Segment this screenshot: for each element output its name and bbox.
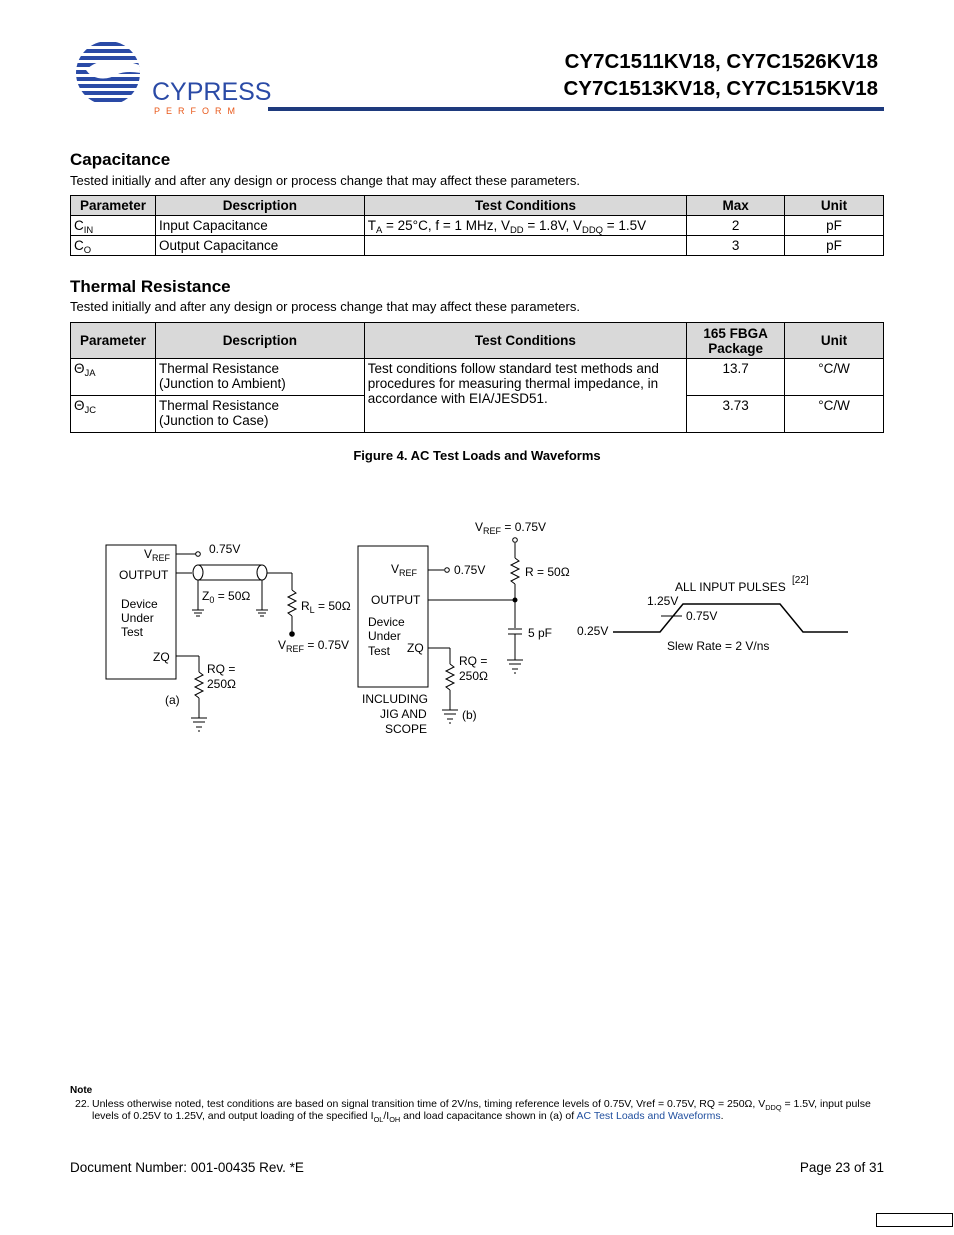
title-line-2: CY7C1513KV18, CY7C1515KV18 [563,77,878,100]
figure-caption: Figure 4. AC Test Loads and Waveforms [353,448,601,463]
col-header: Unit [785,196,884,216]
table-header-row [71,323,884,359]
b-dut-3: Test [368,644,391,658]
a-dut-1: Device [121,597,158,611]
col-header: Max [687,196,785,216]
document-number: Document Number: 001-00435 Rev. *E [70,1160,304,1175]
a-dut-3: Test [121,625,144,639]
note-number: 22. [75,1098,90,1110]
a-label: (a) [165,693,180,707]
svg-text:PERFORM: PERFORM [154,106,241,116]
table-header-row [71,196,884,216]
ac-test-loads-diagram [0,500,954,750]
a-rl: $R_L = 50\Omega$ [301,599,351,615]
b-rq-1: RQ = [459,654,488,668]
desc-cell: Output Capacitance [155,236,364,256]
cond-cell [364,236,687,256]
document-title [563,48,878,102]
param-cell: $C_O$ [71,236,156,256]
b-output-label: OUTPUT [371,593,421,607]
col-header: Description [155,196,364,216]
wave-note-ref: [22] [792,575,809,586]
b-vref-value: $V_{REF} = 0.75V$ [475,520,547,536]
a-z0: $Z_0 = 50\Omega$ [202,589,251,605]
table-row [71,236,884,256]
b-rq-2: 250Ω [459,669,488,683]
a-rq-2: 250Ω [207,677,236,691]
a-vref-value: $V_{REF} = 0.75V$ [278,638,350,654]
col-header: Description [155,323,364,359]
cypress-logo [68,40,272,120]
note-heading: Note [70,1085,93,1096]
param-cell: $\Theta_{JC}$ [71,396,156,433]
note-text: Unless otherwise noted, test conditions are based on signal transition time of 2V/ns, timing reference levels of 0.75V, Vref = 0.75V, RQ = 250Ω, $V_{DDQ} = 1.5V$, input pulse levels of 0.25V to 1.25V, and output loading of the specified $I_{OL}/I_{OH}$ and load capacitance shown in (a) of AC Test Loads and Waveforms. [92,1098,871,1124]
b-vref-label: $V_{REF}$ [391,562,418,578]
unit-cell: pF [785,216,884,236]
b-label: (b) [462,708,477,722]
a-dut-2: Under [121,611,154,625]
a-zq: ZQ [153,650,170,664]
capacitance-title: Capacitance [70,150,171,169]
a-output-label: OUTPUT [119,568,169,582]
page-number: Page 23 of 31 [799,1160,884,1175]
unit-cell: pF [785,236,884,256]
thermal-subtitle: Tested initially and after any design or process change that may affect these parameters. [70,299,580,314]
col-header: Unit [785,323,884,359]
thermal-table [70,322,884,433]
b-075v: 0.75V [454,563,486,577]
col-header: Parameter [71,323,156,359]
value-cell: 3.73 [687,396,785,433]
capacitance-subtitle: Tested initially and after any design or process change that may affect these parameters. [70,173,580,188]
b-zq: ZQ [407,641,424,655]
capacitance-table [70,195,884,256]
wave-125v: 1.25V [647,594,679,608]
b-dut-2: Under [368,629,401,643]
svg-text:CYPRESS: CYPRESS [152,78,272,106]
param-cell: $C_{IN}$ [71,216,156,236]
b-dut-1: Device [368,615,405,629]
param-cell: $\Theta_{JA}$ [71,359,156,396]
a-vref-label: $V_{REF}$ [144,547,171,563]
cond-cell: Test conditions follow standard test methods and procedures for measuring thermal impedance, in accordance with EIA/JESD51. [364,359,686,433]
max-cell: 2 [687,216,785,236]
b-including-1: INCLUDING [362,692,429,706]
unit-cell: °C/W [785,396,884,433]
table-row [71,359,884,396]
table-row [71,216,884,236]
cond-cell: $T_A = 25^\circ C$, f = 1 MHz, $V_{DD} = 1.8V$, $V_{DDQ} = 1.5V$ [364,216,687,236]
value-cell: 13.7 [687,359,785,396]
desc-cell: Thermal Resistance (Junction to Case) [155,396,364,433]
thermal-title: Thermal Resistance [70,277,231,296]
b-r: R = 50Ω [525,565,570,579]
b-including-3: SCOPE [385,722,428,736]
unit-cell: °C/W [785,359,884,396]
wave-025v: 0.25V [577,624,609,638]
a-075v: 0.75V [209,542,241,556]
col-header: Test Conditions [364,323,686,359]
col-header: Parameter [71,196,156,216]
ac-test-loads-link[interactable]: AC Test Loads and Waveforms [576,1110,721,1122]
a-rq-1: RQ = [207,662,236,676]
desc-cell: Thermal Resistance (Junction to Ambient) [155,359,364,396]
feedback-box[interactable] [876,1213,953,1227]
wave-slew: Slew Rate = 2 V/ns [667,639,770,653]
title-line-1: CY7C1511KV18, CY7C1526KV18 [564,50,878,73]
desc-cell: Input Capacitance [155,216,364,236]
b-including-2: JIG AND [380,707,427,721]
b-cap: 5 pF [528,626,553,640]
header-rule [268,107,884,111]
col-header: Test Conditions [364,196,687,216]
wave-title: ALL INPUT PULSES [675,580,786,594]
max-cell: 3 [687,236,785,256]
wave-075v: 0.75V [686,609,718,623]
col-header: 165 FBGA Package [687,323,785,359]
